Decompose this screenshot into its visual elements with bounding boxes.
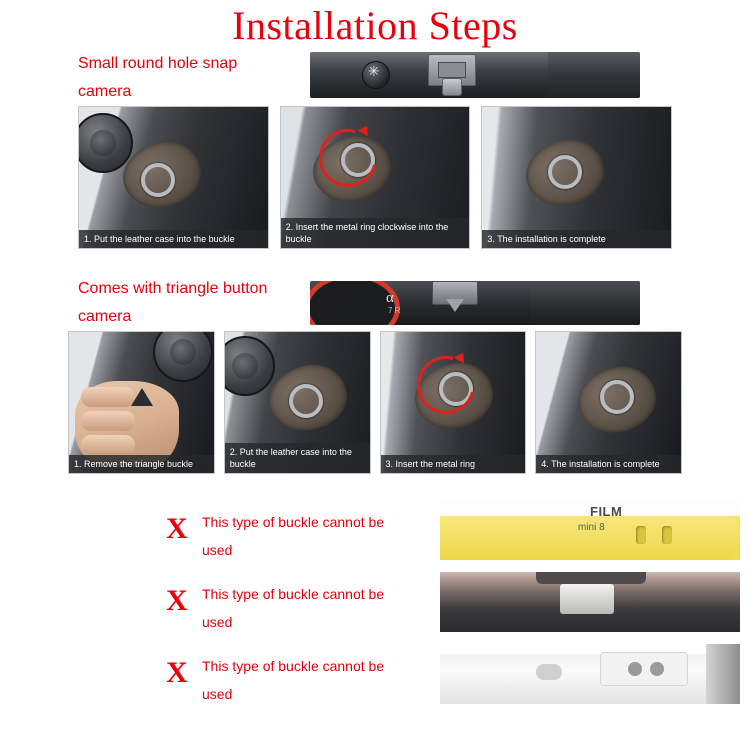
dial-ticks: · · · ·: [232, 332, 260, 338]
warning-line1: This type of buckle cannot be: [202, 514, 385, 530]
step-card: [535, 331, 682, 474]
metal-ring-icon: [289, 384, 323, 418]
hotshoe-inner-shape: [438, 62, 466, 78]
camera-top-photo-2: [310, 281, 640, 325]
warning-line1: This type of buckle cannot be: [202, 586, 385, 602]
step-card: [78, 106, 269, 249]
section-1-heading-text: [78, 50, 338, 106]
finger-shape: [81, 387, 135, 407]
cross-icon: X: [166, 512, 188, 545]
camera-grip-shape: [530, 281, 640, 325]
warning-line2: used: [202, 686, 233, 702]
metal-ring-icon: [600, 380, 634, 414]
step-caption: 1. Remove the triangle buckle: [69, 455, 214, 473]
step-caption: 3. The installation is complete: [482, 230, 671, 248]
strap-lug-shape: [650, 662, 664, 676]
warning-line2: used: [202, 614, 233, 630]
warning-row: [150, 644, 690, 710]
strap-lug-shape: [628, 662, 642, 676]
section-heading-1: [0, 50, 750, 106]
page-title: Installation Steps: [232, 3, 518, 48]
step-caption: 2. Insert the metal ring clockwise into the buckle: [281, 218, 470, 248]
unsupported-camera-photo: [440, 572, 740, 632]
warning-row: [150, 572, 690, 638]
step-caption: 4. The installation is complete: [536, 455, 681, 473]
step-card: [280, 106, 471, 249]
mode-dial-icon: [362, 61, 390, 89]
metal-ring-icon: [141, 163, 175, 197]
buckle-slot-shape: [662, 526, 672, 544]
step-caption: 3. Insert the metal ring: [381, 455, 526, 473]
film-brand-label: FILM: [590, 504, 623, 519]
unsupported-camera-photo: [440, 644, 740, 704]
camera-top-photo-1: [310, 52, 640, 98]
alpha-logo: α: [386, 290, 394, 306]
step-card: [481, 106, 672, 249]
camera-body-edge-shape: [548, 52, 640, 98]
alpha-model-label: 7 R: [388, 306, 401, 315]
flash-unit-shape: [560, 584, 614, 614]
section-1-heading-line2: camera: [78, 83, 132, 100]
step-caption: 2. Put the leather case into the buckle: [225, 443, 370, 473]
warning-text: [202, 652, 432, 708]
warning-line1: This type of buckle cannot be: [202, 658, 385, 674]
step-card: [380, 331, 527, 474]
section-2-heading-line2: camera: [78, 308, 132, 325]
warning-row: [150, 500, 690, 566]
step-caption: 1. Put the leather case into the buckle: [79, 230, 268, 248]
shutter-button-shape: [536, 664, 562, 680]
camera-lip-shape: [536, 572, 646, 584]
section-1-heading-line1: Small round hole snap: [78, 55, 238, 72]
finger-shape: [81, 411, 135, 431]
dial-ticks: · · · ·: [91, 109, 118, 115]
camera-top-edge-shape: [440, 644, 740, 654]
section-heading-2: [0, 275, 750, 331]
unsupported-camera-photo: [440, 500, 740, 560]
strap-lug-knob-shape: [442, 78, 462, 96]
step-card: [68, 331, 215, 474]
cross-icon: X: [166, 656, 188, 689]
triangle-buckle-icon: [446, 299, 464, 312]
finger-shape: [81, 435, 135, 455]
warning-text: [202, 580, 432, 636]
section-2-heading-text: [78, 275, 338, 331]
viewfinder-hump-shape: [600, 652, 688, 686]
warning-list: [0, 500, 750, 710]
buckle-slot-shape: [636, 526, 646, 544]
film-model-label: mini 8: [578, 522, 605, 533]
steps-row-2: [0, 331, 750, 474]
camera-side-edge-shape: [706, 644, 740, 704]
section-2-heading-line1: Comes with triangle button: [78, 280, 268, 297]
warning-line2: used: [202, 542, 233, 558]
step-card: [224, 331, 371, 474]
steps-row-1: [0, 106, 750, 249]
warning-text: [202, 508, 432, 564]
cross-icon: X: [166, 584, 188, 617]
